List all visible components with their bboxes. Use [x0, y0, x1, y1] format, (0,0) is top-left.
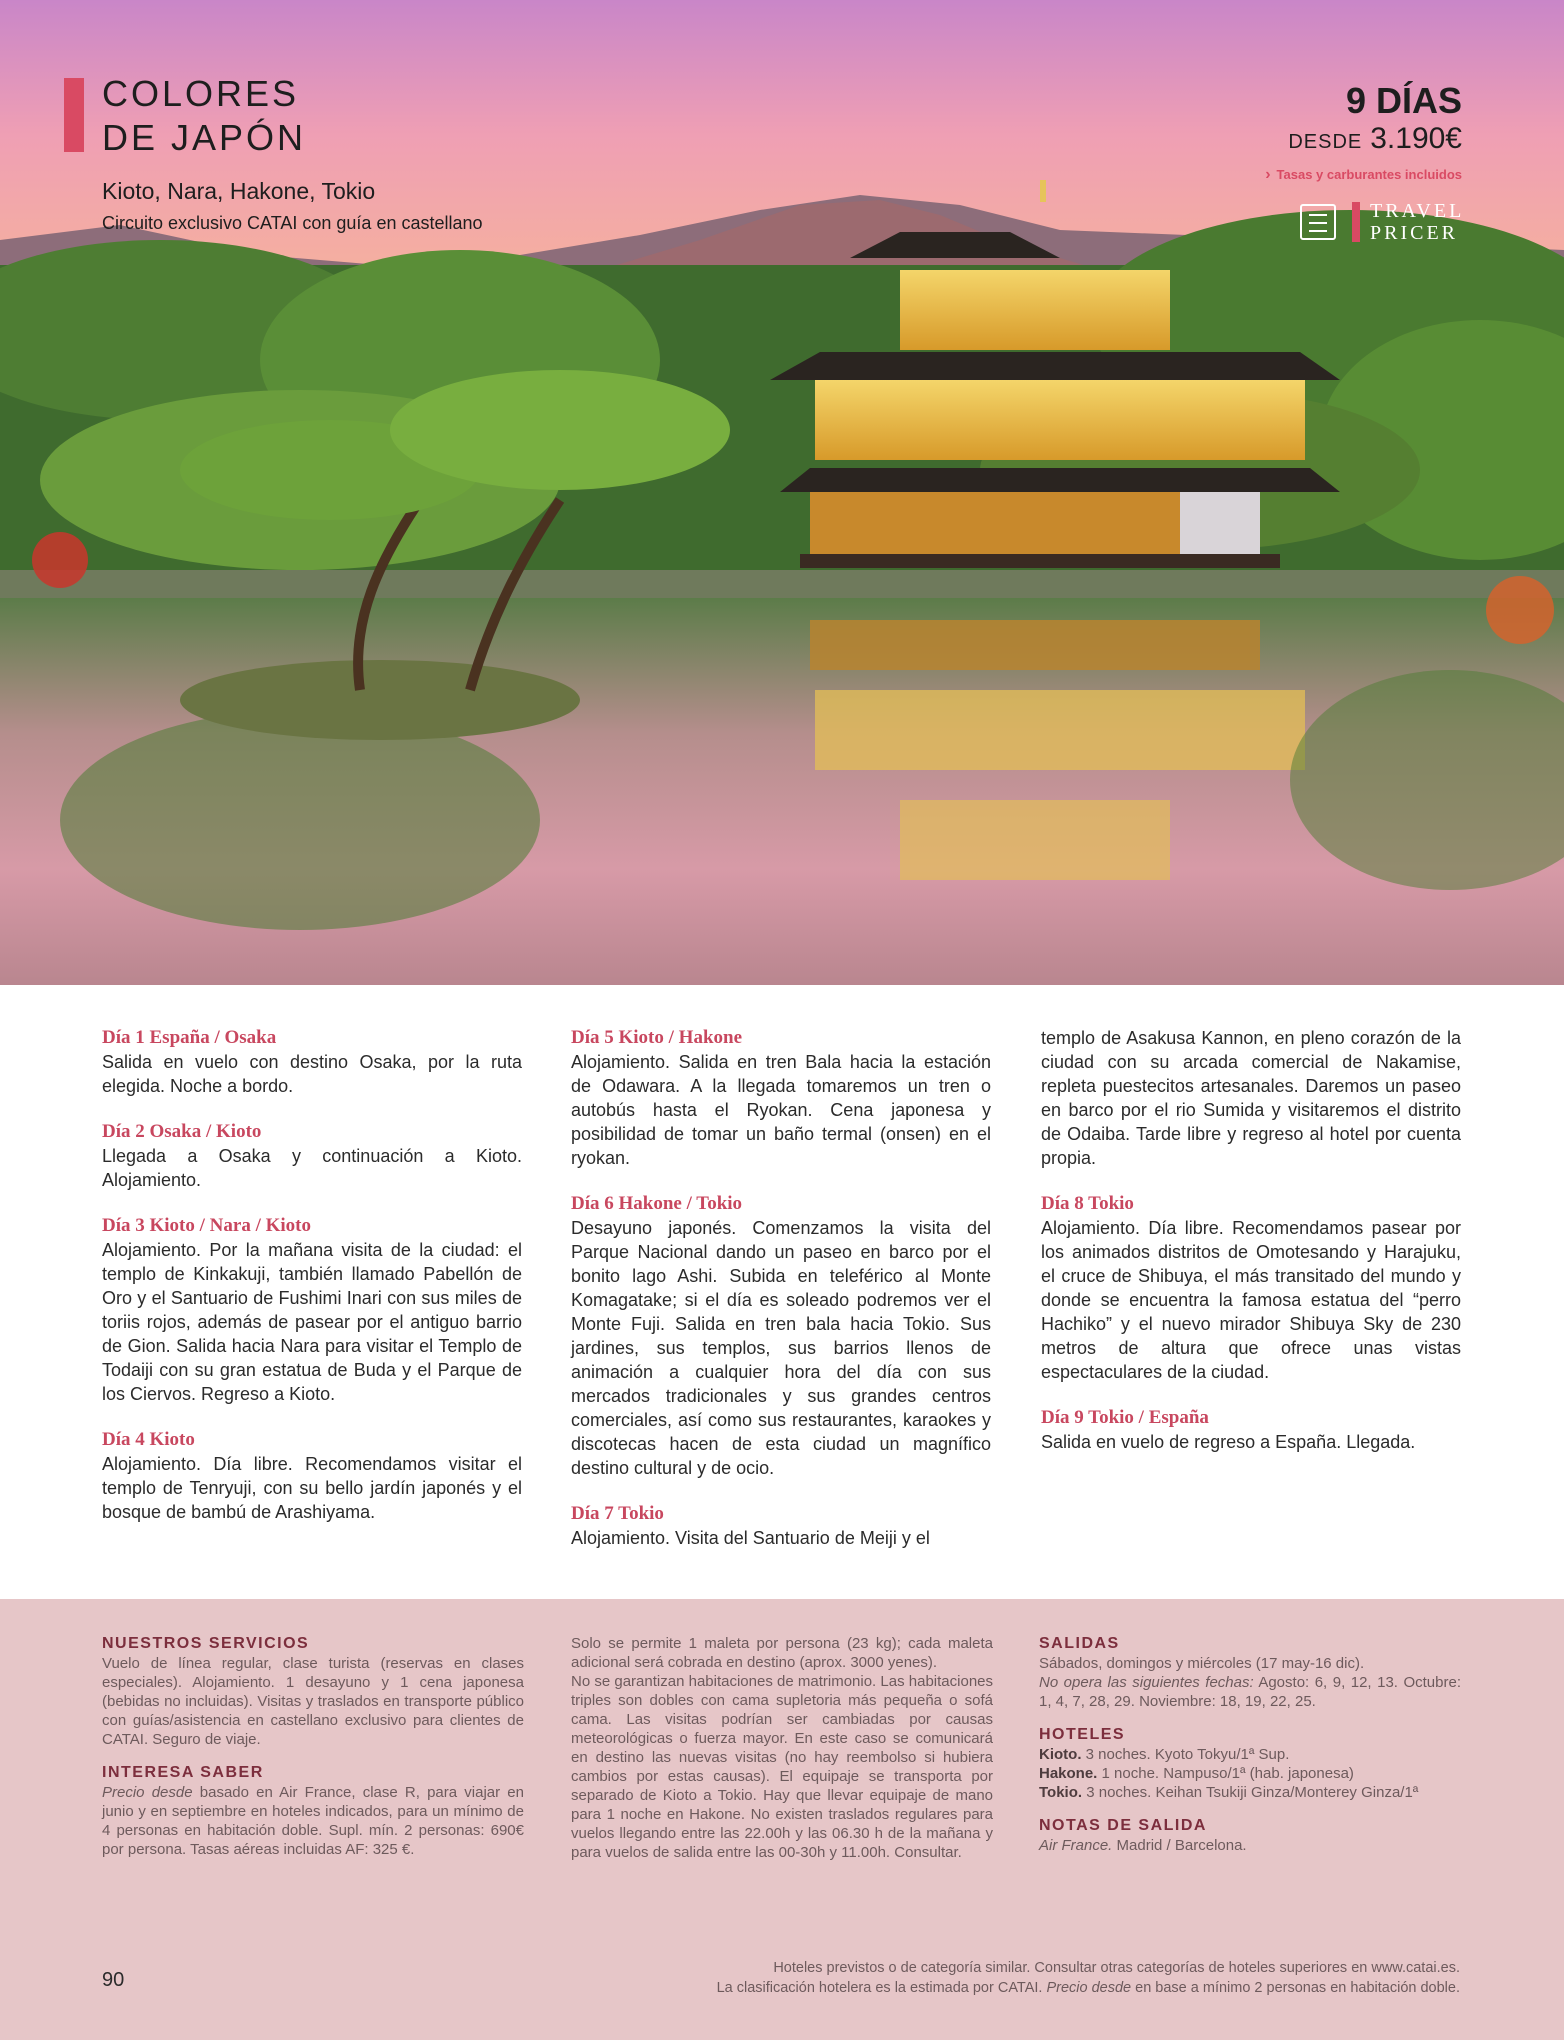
- day-8: [1041, 1192, 1461, 1384]
- day-5-text: Alojamiento. Salida en tren Bala hacia la estación de Odawara. A la llegada tomaremos un tren o autobús hasta el Ryokan. Cena japonesa y posibilidad de tomar un baño termal (onsen) en el ryokan.: [571, 1052, 991, 1168]
- hotel-hakone: [1039, 1764, 1461, 1783]
- notas-airline: Air France.: [1039, 1837, 1113, 1854]
- day-7: [571, 1502, 991, 1550]
- day-9-text: Salida en vuelo de regreso a España. Llegada.: [1041, 1432, 1416, 1452]
- day-4: [102, 1428, 522, 1524]
- day-7-text: Alojamiento. Visita del Santuario de Meiji y el: [571, 1528, 930, 1548]
- day-2-title: Día 2 Osaka / Kioto: [102, 1121, 262, 1142]
- day-1: [102, 1026, 522, 1098]
- travel-pricer-logo: [1300, 200, 1465, 244]
- circuit-subtitle: Circuito exclusivo CATAI con guía en castellano: [102, 213, 483, 233]
- interesa-saber-text: [102, 1783, 524, 1859]
- hotel-tokio-text: 3 noches. Keihan Tsukiji Ginza/Monterey Ginza/1ª: [1082, 1784, 1419, 1801]
- day-9: [1041, 1406, 1461, 1454]
- day-7-title: Día 7 Tokio: [571, 1503, 664, 1524]
- interesa-saber-title: INTERESA SABER: [102, 1764, 264, 1781]
- footer-line-2-italic: Precio desde: [1046, 1980, 1132, 1996]
- taxes-note-text: Tasas y carburantes incluidos: [1276, 167, 1462, 182]
- rooms-note: No se garantizan habitaciones de matrimonio. Las habitaciones triples son dobles con cama supletoria más pequeña o sofá cama. Las visitas podrían ser cambiadas por causas meteorológicas o fuerza mayor. En este caso se comunicará en destino las nuevas visitas (no hay reembolso si hubiera cambios por estas causas). El equipaje se transporta por separado de Kioto a Tokio. Hay que llevar equipaje de mano para 1 noche en Hakone. No existen traslados regulares para vuelos llegando entre las 22.00h y las 06.30 h de la mañana y para vuelos de salida entre las 00-30h y 11.00h. Consultar.: [571, 1673, 993, 1861]
- price-row: [1288, 122, 1462, 156]
- services-column-3: [1039, 1634, 1461, 1869]
- day-8-text: Alojamiento. Día libre. Recomendamos pasear por los animados distritos de Omotesando y Harajuku, el cruce de Shibuya, el más transitado del mundo y donde se encuentra la famosa estatua del “perro Hachiko” y el nuevo mirador Shibuya Sky de 230 metros de altura que ofrece unas vistas espectaculares de la ciudad.: [1041, 1218, 1461, 1382]
- taxes-note: [1265, 166, 1462, 184]
- day-2: [102, 1120, 522, 1192]
- day-3: [102, 1214, 522, 1406]
- title-accent-bar: [64, 78, 84, 152]
- title-line-1: COLORES: [102, 73, 300, 114]
- footer-notes: [717, 1958, 1460, 1998]
- chevron-right-icon: ›: [1265, 166, 1271, 183]
- route-cities: Kioto, Nara, Hakone, Tokio: [102, 178, 376, 204]
- luggage-note: Solo se permite 1 maleta por persona (23 kg); cada maleta adicional será cobrada en destino (aprox. 3000 yenes).: [571, 1635, 993, 1671]
- hotel-kioto: [1039, 1745, 1461, 1764]
- hotel-kioto-city: Kioto.: [1039, 1746, 1082, 1763]
- trip-duration: 9 DÍAS: [1345, 80, 1462, 121]
- footer-line-2-b: en base a mínimo 2 personas en habitación doble.: [1131, 1980, 1460, 1996]
- travel-pricer-line-2: PRICER: [1370, 222, 1459, 244]
- travel-pricer-line-1: TRAVEL: [1370, 200, 1465, 222]
- day-4-title: Día 4 Kioto: [102, 1429, 195, 1450]
- services-column-2: [571, 1634, 993, 1862]
- salidas-title: SALIDAS: [1039, 1635, 1120, 1652]
- notas-de-salida-text: [1039, 1836, 1461, 1855]
- page-title: [102, 72, 306, 160]
- salidas-text: Sábados, domingos y miércoles (17 may-16 dic).: [1039, 1655, 1365, 1672]
- services-column-1: [102, 1634, 524, 1873]
- hotel-hakone-text: 1 noche. Nampuso/1ª (hab. japonesa): [1097, 1765, 1354, 1782]
- hotel-kioto-text: 3 noches. Kyoto Tokyu/1ª Sup.: [1081, 1746, 1290, 1763]
- salidas-exceptions-dates: Agosto: 6, 9, 12, 13. Octubre: 1, 4, 7, 28, 29. Noviembre: 18, 19, 22, 25.: [1039, 1674, 1461, 1710]
- itinerary-column-1: [102, 1026, 522, 1546]
- hoteles-title: HOTELES: [1039, 1726, 1126, 1743]
- nuestros-servicios-text: Vuelo de línea regular, clase turista (reservas en clases especiales). Alojamiento. 1 desayuno y 1 cena japonesa (bebidas no incluidas). Visitas y traslados en transporte público con guías/asistencia en castellano exclusivo para clientes de CATAI. Seguro de viaje.: [102, 1655, 524, 1748]
- nuestros-servicios-title: NUESTROS SERVICIOS: [102, 1635, 310, 1652]
- title-line-2: DE JAPÓN: [102, 117, 307, 158]
- day-6: [571, 1192, 991, 1480]
- day-2-text: Llegada a Osaka y continuación a Kioto. Alojamiento.: [102, 1146, 522, 1190]
- notas-de-salida: [1039, 1816, 1461, 1855]
- salidas-exceptions: [1039, 1673, 1461, 1711]
- itinerary-column-3: [1041, 1026, 1461, 1476]
- price-value: 3.190€: [1370, 122, 1462, 155]
- footer-line-1: Hoteles previstos o de categoría similar. Consultar otras categorías de hoteles superiores en www.catai.es.: [773, 1960, 1460, 1976]
- travel-pricer-text: [1370, 200, 1464, 244]
- price-desde-label: DESDE: [1288, 131, 1363, 153]
- hotel-tokio: [1039, 1783, 1461, 1802]
- day-5-title: Día 5 Kioto / Hakone: [571, 1027, 743, 1048]
- page-number: 90: [102, 1969, 125, 1991]
- travel-pricer-bar: [1352, 202, 1360, 242]
- day-4-text: Alojamiento. Día libre. Recomendamos visitar el templo de Tenryuji, con su bello jardín japonés y el bosque de bambú de Arashiyama.: [102, 1454, 522, 1522]
- notas-de-salida-title: NOTAS DE SALIDA: [1039, 1817, 1207, 1834]
- itinerary-column-2: [571, 1026, 991, 1572]
- hoteles: [1039, 1725, 1461, 1802]
- nuestros-servicios: [102, 1634, 524, 1749]
- salidas: [1039, 1634, 1461, 1711]
- footer-line-2-a: La clasificación hotelera es la estimada por CATAI.: [716, 1980, 1047, 1996]
- footer-line-2: [717, 1978, 1460, 1998]
- day-6-text: Desayuno japonés. Comenzamos la visita del Parque Nacional dando un paseo en barco por el bonito lago Ashi. Subida en teleférico al Monte Komagatake; si el día es soleado podremos ver el Monte Fuji. Salida en tren bala hacia Tokio. Sus jardines, sus templos, sus barrios llenos de animación a cualquier hora del día con sus mercados tradicionales y sus grandes centros comerciales, así como sus restaurantes, karaokes y discotecas hacen de esta ciudad un magnífico destino cultural y de ocio.: [571, 1218, 991, 1478]
- salidas-exceptions-label: No opera las siguientes fechas:: [1039, 1674, 1254, 1691]
- interesa-saber-body: basado en Air France, clase R, para viajar en junio y en septiembre en hoteles indicados, para un mínimo de 4 personas en habitación doble. Supl. mín. 2 personas: 690€ por persona. Tasas aéreas incluidas AF: 325 €.: [102, 1784, 524, 1858]
- precio-desde-label: Precio desde: [102, 1784, 193, 1801]
- day-1-title: Día 1 España / Osaka: [102, 1027, 277, 1048]
- notas-cities: Madrid / Barcelona.: [1112, 1837, 1247, 1854]
- hotel-hakone-city: Hakone.: [1039, 1765, 1098, 1782]
- hero-image: [0, 0, 1564, 985]
- day-6-title: Día 6 Hakone / Tokio: [571, 1193, 743, 1214]
- day-5: [571, 1026, 991, 1170]
- day-3-title: Día 3 Kioto / Nara / Kioto: [102, 1215, 311, 1236]
- day-7-continuation: templo de Asakusa Kannon, en pleno corazón de la ciudad con su arcada comercial de Nakamise, repleta puestecitos artesanales. Daremos un paseo en barco por el rio Sumida y visitaremos el distrito de Odaiba. Tarde libre y regreso al hotel por cuenta propia.: [1041, 1028, 1461, 1168]
- day-3-text: Alojamiento. Por la mañana visita de la ciudad: el templo de Kinkakuji, también llamado Pabellón de Oro y el Santuario de Fushimi Inari con sus miles de toriis rojos, además de pasear por el antiguo barrio de Gion. Salida hacia Nara para visitar el Templo de Todaiji con su gran estatua de Buda y el Parque de los Ciervos. Regreso a Kioto.: [102, 1240, 522, 1404]
- day-1-text: Salida en vuelo con destino Osaka, por la ruta elegida. Noche a bordo.: [102, 1052, 522, 1096]
- interesa-saber: [102, 1763, 524, 1859]
- day-8-title: Día 8 Tokio: [1041, 1193, 1134, 1214]
- hotel-tokio-city: Tokio.: [1039, 1784, 1083, 1801]
- calculator-icon: [1300, 204, 1336, 240]
- day-9-title: Día 9 Tokio / España: [1041, 1407, 1209, 1428]
